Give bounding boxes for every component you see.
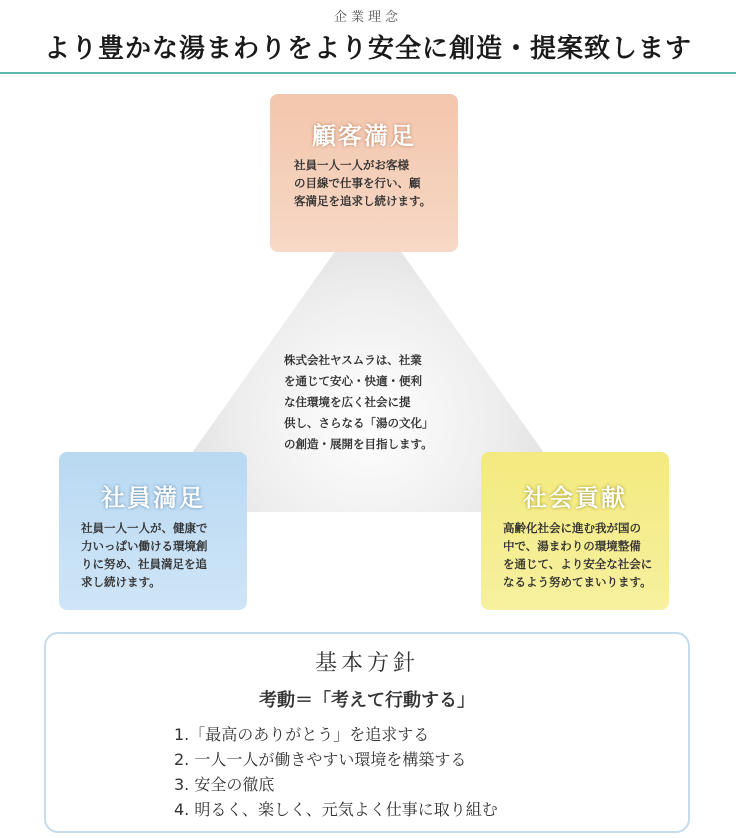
customer-satisfaction-text: 社員一人一人がお客様 の目線で仕事を行い、顧 客満足を追求し続けます。 [294,158,432,208]
policy-item: 1.「最高のありがとう」を追求する [174,725,430,744]
policy-item: 3. 安全の徹底 [174,775,275,794]
basic-policy-motto: 考動＝「考えて行動する」 [259,690,475,711]
employee-satisfaction-title: 社員満足 [101,484,205,512]
social-contribution-title: 社会貢献 [523,484,627,512]
employee-satisfaction-card [59,452,247,610]
philosophy-subheading: 企業理念 [333,10,402,25]
social-contribution-card [481,452,669,610]
basic-policy-panel [44,632,690,833]
policy-item: 4. 明るく、楽しく、元気よく仕事に取り組む [174,800,498,819]
basic-policy-title: 基本方針 [314,651,419,676]
customer-satisfaction-title: 顧客満足 [312,122,416,150]
customer-satisfaction-card [270,94,458,252]
policy-item: 2. 一人一人が働きやすい環境を構築する [174,750,467,769]
social-contribution-text: 高齢化社会に進む我が国の 中で、湯まわりの環境整備 を通じて、より安全な社会に なるよう努めてまいります。 [503,521,653,589]
philosophy-headline: より豊かな湯まわりをより安全に創造・提案致します [43,34,692,64]
employee-satisfaction-text: 社員一人一人が、健康で 力いっぱい働ける環境創 りに努め、社員満足を追 求し続けます。 [81,521,208,589]
mission-statement: 株式会社ヤスムラは、社業 を通じて安心・快適・便利 な住環境を広く社会に提 供し、さらなる「湯の文化」 の創造・展開を目指します。 [284,353,434,451]
basic-policy-list [174,722,498,822]
